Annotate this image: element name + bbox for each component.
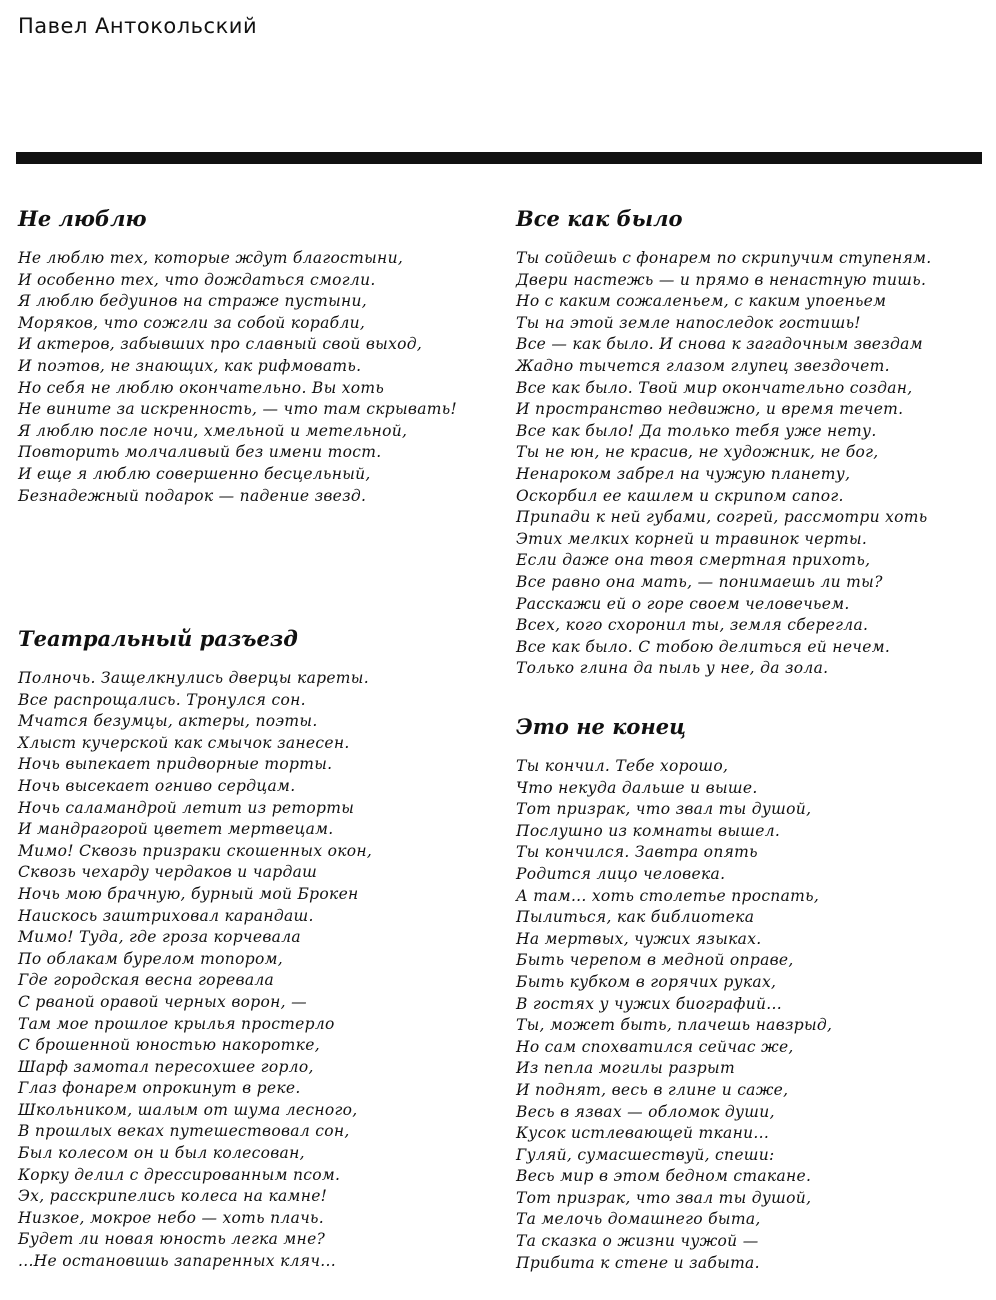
poem-line: Я люблю бедуинов на страже пустыни, (18, 292, 368, 311)
poem-line: И актеров, забывших про славный свой выход, (18, 335, 423, 354)
poem-line: Не люблю тех, которые ждут благостыни, (18, 249, 404, 267)
poem-line: ...Не остановишь запаренных кляч... (18, 1252, 336, 1271)
poem-vse-kak-bylo (516, 200, 931, 680)
poem-line: С брошенной юностью накоротке, (18, 1036, 320, 1055)
poem-teatralnyi-razezd (18, 620, 372, 1273)
header-divider (16, 152, 982, 164)
poem-line: Этих мелких корней и травинок черты. (516, 529, 868, 548)
poem-line: Всех, кого схоронил ты, земля сберегла. (516, 616, 869, 635)
poem-line: Хлыст кучерской как смычок занесен. (18, 733, 350, 752)
poem-line: Моряков, что сожгли за собой корабли, (18, 313, 366, 332)
poem-line: Гуляй, сумасшествуй, спеши: (516, 1145, 775, 1164)
poem-line: Жадно тычется глазом глупец звездочет. (516, 356, 890, 375)
poem-line: Если даже она твоя смертная прихоть, (516, 551, 871, 570)
poem-line: Я люблю после ночи, хмельной и метельной, (18, 421, 408, 440)
poem-line: Глаз фонарем опрокинут в реке. (18, 1079, 301, 1098)
poem-line: По облакам бурелом топором, (18, 949, 283, 968)
poem-line: Но себя не люблю окончательно. Вы хоть (18, 378, 385, 397)
poem-line: Послушно из комнаты вышел. (516, 821, 781, 840)
poem-line: Будет ли новая юность легка мне? (18, 1230, 326, 1249)
poem-line: Только глина да пыль у нее, да зола. (516, 659, 829, 678)
poem-line: Быть кубком в горячих руках, (516, 972, 777, 991)
poem-line: Весь в язвах — обломок души, (516, 1102, 775, 1121)
poem-title: Не люблю (18, 206, 147, 231)
poem-line: Что некуда дальше и выше. (516, 778, 758, 797)
poem-line: В гостях у чужих биографий... (516, 994, 782, 1013)
poem-line: Ты кончился. Завтра опять (516, 843, 758, 862)
poem-line: Корку делил с дрессированным псом. (18, 1165, 341, 1184)
poem-line: Низкое, мокрое небо — хоть плачь. (18, 1208, 325, 1227)
poem-line: И пространство недвижно, и время течет. (516, 400, 904, 419)
poem-line: Мимо! Сквозь призраки скошенных окон, (18, 841, 373, 860)
poem-line: Двери настежь — и прямо в ненастную тишь. (516, 270, 927, 289)
poem-line: Все как было. Твой мир окончательно создан, (516, 378, 913, 397)
poem-line: Та сказка о жизни чужой — (516, 1232, 759, 1251)
poem-line: На мертвых, чужих языках. (516, 929, 762, 948)
poem-line: Полночь. Защелкнулись дверцы кареты. (18, 669, 369, 687)
poem-line: С рваной оравой черных ворон, — (18, 992, 307, 1011)
poem-ne-lyublyu (18, 200, 457, 507)
poem-line: Ненароком забрел на чужую планету, (516, 464, 851, 483)
poem-line: Все распрощались. Тронулся сон. (18, 690, 306, 709)
poem-line: Родится лицо человека. (516, 864, 726, 883)
poem-line: Безнадежный подарок — падение звезд. (18, 486, 367, 505)
poem-line: Ты не юн, не красив, не художник, не бог, (516, 443, 879, 462)
poem-line: Где городская весна горевала (18, 971, 275, 990)
poem-line: Повторить молчаливый без имени тост. (18, 443, 382, 462)
poem-line: Расскажи ей о горе своем человечьем. (516, 594, 850, 613)
poem-line: Шарф замотал пересохшее горло, (18, 1057, 314, 1076)
poem-line: Прибита к стене и забыта. (516, 1253, 760, 1272)
poem-line: Ты кончил. Тебе хорошо, (516, 757, 729, 775)
author-name: Павел Антокольский (18, 14, 258, 38)
poem-line: Школьником, шалым от шума лесного, (18, 1100, 358, 1119)
poem-line: Быть черепом в медной оправе, (516, 951, 794, 970)
poem-line: И поднят, весь в глине и саже, (516, 1080, 789, 1099)
poem-line: Эх, расскрипелись колеса на камне! (18, 1187, 328, 1206)
poem-line: Припади к ней губами, согрей, рассмотри хоть (516, 508, 928, 527)
poem-line: Ты, может быть, плачешь навзрыд, (516, 1016, 833, 1035)
poem-line: Тот призрак, что звал ты душой, (516, 800, 812, 819)
poem-line: И особенно тех, что дождаться смогли. (18, 270, 376, 289)
poem-line: Оскорбил ее кашлем и скрипом сапог. (516, 486, 844, 505)
poem-line: Ночь выпекает придворные торты. (18, 755, 333, 774)
poem-line: Все равно она мать, — понимаешь ли ты? (516, 572, 883, 591)
poem-line: Все — как было. И снова к загадочным звездам (516, 335, 923, 354)
poem-line: Ночь саламандрой летит из реторты (18, 798, 355, 817)
poem-line: Но сам спохватился сейчас же, (516, 1037, 794, 1056)
poem-line: Ночь мою брачную, бурный мой Брокен (18, 884, 359, 903)
poem-line: Наискось заштриховал карандаш. (18, 906, 314, 925)
poem-line: Там мое прошлое крылья простерло (18, 1014, 335, 1033)
poem-line: Но с каким сожаленьем, с каким упоеньем (516, 292, 887, 311)
poem-line: Был колесом он и был колесован, (18, 1144, 305, 1163)
poem-line: Из пепла могилы разрыт (516, 1059, 735, 1078)
poem-line: И мандрагорой цветет мертвецам. (18, 820, 334, 839)
poem-title: Театральный разъезд (18, 626, 298, 651)
poem-title: Все как было (516, 206, 683, 231)
poem-line: Все как было! Да только тебя уже нету. (516, 421, 877, 440)
poem-title: Это не конец (516, 714, 686, 739)
poem-line: Та мелочь домашнего быта, (516, 1210, 761, 1229)
poem-line: Весь мир в этом бедном стакане. (516, 1167, 812, 1186)
poem-line: Ты на этой земле напоследок гостишь! (516, 313, 861, 332)
poem-line: И поэтов, не знающих, как рифмовать. (18, 356, 362, 375)
poem-line: И еще я люблю совершенно бесцельный, (18, 464, 371, 483)
poem-line: Сквозь чехарду чердаков и чардаш (18, 863, 318, 882)
poem-line: А там... хоть столетье проспать, (516, 886, 820, 905)
poem-line: В прошлых веках путешествовал сон, (18, 1122, 350, 1141)
poem-line: Мимо! Туда, где гроза корчевала (18, 928, 301, 947)
poem-line: Ты сойдешь с фонарем по скрипучим ступеням. (516, 249, 932, 267)
poem-line: Не вините за искренность, — что там скрывать! (18, 400, 458, 419)
poem-line: Пылиться, как библиотека (516, 908, 755, 927)
poem-line: Ночь высекает огниво сердцам. (18, 776, 296, 795)
poem-line: Все как было. С тобою делиться ей нечем. (516, 637, 891, 656)
poem-line: Кусок истлевающей ткани... (516, 1124, 770, 1143)
poem-line: Тот призрак, что звал ты душой, (516, 1188, 812, 1207)
poem-line: Мчатся безумцы, актеры, поэты. (18, 712, 318, 731)
poem-eto-ne-konets (516, 708, 832, 1274)
